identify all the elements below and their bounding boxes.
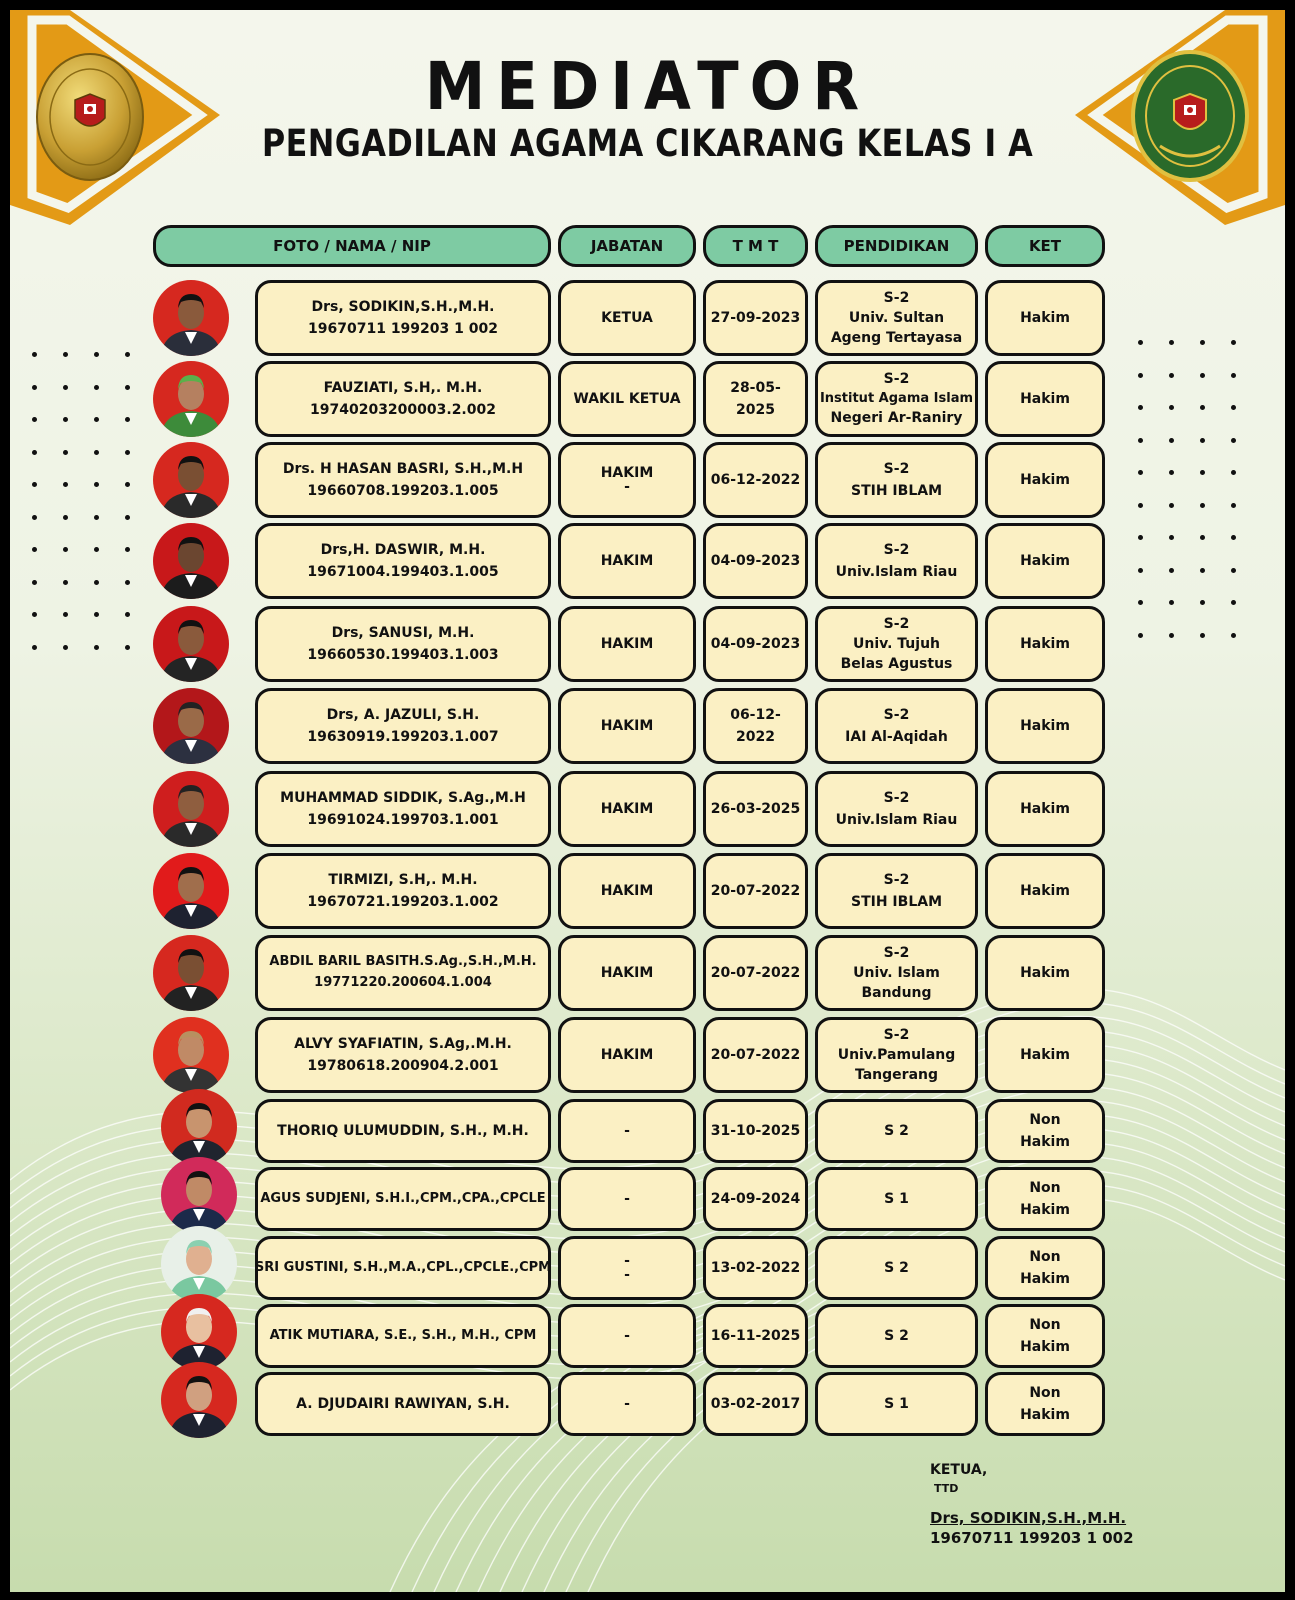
ket-line: Hakim [1020,1202,1070,1218]
pendidikan-line: S-2 [883,944,910,961]
tmt-value: 06-12- 2022 [730,706,781,745]
decorative-dot [1138,405,1143,410]
decorative-dot [125,515,130,520]
pendidikan-cell [815,606,978,682]
mediator-name-cell [255,523,551,599]
mediator-name-cell [255,688,551,764]
mediator-name-cell [255,935,551,1011]
decorative-dot [32,385,37,390]
decorative-dot [1231,503,1236,508]
mediator-name: Drs,H. DASWIR, M.H. [320,541,486,558]
ket-line: Non [1029,1316,1061,1333]
ket-cell [985,1099,1105,1163]
jabatan-value: - [624,1191,630,1207]
pendidikan-cell [815,771,978,847]
jabatan-cell [558,1017,696,1093]
decorative-dot [94,352,99,357]
decorative-dot [1138,470,1143,475]
jabatan-cell [558,523,696,599]
jabatan-value: HAKIM [600,801,654,817]
decorative-dot [1169,568,1174,573]
decorative-dot [32,515,37,520]
decorative-dot [1169,405,1174,410]
mediator-photo [153,935,229,1011]
mediator-name-cell [255,1167,551,1231]
decorative-dot [1231,633,1236,638]
pendidikan-cell [815,688,978,764]
ket-line: Non [1029,1179,1061,1196]
mediator-name-cell [255,606,551,682]
decorative-dot [1138,568,1143,573]
tmt-value: 06-12-2022 [710,471,801,488]
decorative-dot [63,580,68,585]
pendidikan-line: S-2 [883,615,910,632]
decorative-dot [32,547,37,552]
decorative-dot [1169,600,1174,605]
mediator-photo [161,1089,237,1165]
pendidikan-line: S-2 [883,289,910,306]
mediator-photo [161,1157,237,1233]
jabatan-value: HAKIM [600,636,654,652]
mediator-nip: 19671004.199403.1.005 [307,564,499,580]
ket-cell [985,1372,1105,1436]
ket-cell [985,280,1105,356]
tmt-value: 24-09-2024 [710,1190,801,1207]
tmt-value: 26-03-2025 [710,800,801,817]
column-header-ket: KET [985,225,1105,267]
decorative-dot [63,515,68,520]
decorative-dot [1200,600,1205,605]
ket-line: Hakim [1020,309,1070,326]
mediator-name-cell [255,771,551,847]
tmt-value: 13-02-2022 [710,1259,801,1276]
mediator-name: TIRMIZI, S.H,. M.H. [328,871,478,888]
ket-line: Hakim [1020,800,1070,817]
mediator-photo [153,853,229,929]
decorative-dot [1200,568,1205,573]
decorative-dot [94,645,99,650]
decorative-dot [32,645,37,650]
column-header-jabatan: JABATAN [558,225,696,267]
jabatan-value: WAKIL KETUA [573,391,681,407]
decorative-dot [32,450,37,455]
tmt-value: 20-07-2022 [710,964,801,981]
jabatan-value: - [624,1123,630,1139]
ket-cell [985,688,1105,764]
decorative-dot [1138,600,1143,605]
mediator-nip: 19630919.199203.1.007 [307,729,499,745]
ket-line: Non [1029,1248,1061,1265]
decorative-dot [94,580,99,585]
decorative-dot [1169,633,1174,638]
pendidikan-cell [815,280,978,356]
pendidikan-line: S 1 [884,1190,909,1207]
pendidikan-line: S-2 [883,871,910,888]
mediator-nip: 19780618.200904.2.001 [307,1058,499,1074]
pendidikan-line: Belas Agustus [840,656,953,673]
mediator-name: Drs, A. JAZULI, S.H. [326,706,480,723]
tmt-cell [703,606,808,682]
pendidikan-cell [815,442,978,518]
mediator-name: ABDIL BARIL BASITH.S.Ag.,S.H.,M.H. [269,954,537,970]
ket-line: Hakim [1020,964,1070,981]
mediator-photo [153,523,229,599]
decorative-dot [63,417,68,422]
decorative-dot [1169,535,1174,540]
ket-line: Hakim [1020,635,1070,652]
signature-name: Drs, SODIKIN,S.H.,M.H. [930,1509,1127,1527]
decorative-dot [32,482,37,487]
page-title: MEDIATOR [424,48,871,125]
pendidikan-cell [815,1167,978,1231]
decorative-dot [63,482,68,487]
pendidikan-line: S-2 [883,789,910,806]
pendidikan-line: S-2 [883,1026,910,1043]
jabatan-cell [558,280,696,356]
pendidikan-line: S-2 [883,706,910,723]
pendidikan-line: Negeri Ar-Raniry [830,410,963,427]
ket-cell [985,1167,1105,1231]
pendidikan-line: Tangerang [854,1067,938,1084]
jabatan-value: KETUA [601,310,653,326]
mediator-name: Drs, SANUSI, M.H. [331,624,475,641]
decorative-dot [1138,535,1143,540]
mediator-name-cell [255,1372,551,1436]
ket-line: Hakim [1020,882,1070,899]
jabatan-value: - [624,1396,630,1412]
mediator-photo [153,442,229,518]
pendidikan-line: STIH IBLAM [851,483,942,499]
decorative-dot [94,515,99,520]
mediator-photo [161,1226,237,1302]
mediator-name: ATIK MUTIARA, S.E., S.H., M.H., CPM [269,1327,537,1343]
mediator-name: SRI GUSTINI, S.H.,M.A.,CPL.,CPCLE.,CPM [254,1259,552,1275]
column-header-tmt: T M T [703,225,808,267]
ket-cell [985,361,1105,437]
tmt-cell [703,1099,808,1163]
mediator-name-cell [255,280,551,356]
tmt-cell [703,771,808,847]
mediator-name: Drs, SODIKIN,S.H.,M.H. [311,298,495,315]
ket-line: Hakim [1020,390,1070,407]
decorative-dot [1200,373,1205,378]
mediator-name-cell [255,1099,551,1163]
decorative-dot [1169,340,1174,345]
column-header-foto-nama-nip: FOTO / NAMA / NIP [153,225,551,267]
decorative-dot [1138,503,1143,508]
decorative-dot [94,612,99,617]
pendidikan-line: Bandung [861,985,932,1002]
mediator-name: Drs. H HASAN BASRI, S.H.,M.H [282,460,524,477]
mediator-name-cell [255,853,551,929]
ket-line: Hakim [1020,1271,1070,1287]
decorative-dot [1169,503,1174,508]
jabatan-value: - [624,1328,630,1344]
ket-line: Hakim [1020,552,1070,569]
decorative-dot [1138,633,1143,638]
jabatan-value: HAKIM [600,718,654,734]
signature-block [930,1462,1134,1551]
decorative-dot [94,450,99,455]
tmt-cell [703,1372,808,1436]
ket-line: Hakim [1020,1407,1070,1423]
decorative-dot [125,450,130,455]
decorative-dot [125,547,130,552]
mediator-photo [161,1362,237,1438]
tmt-cell [703,1304,808,1368]
ket-line: Hakim [1020,1339,1070,1355]
jabatan-value: HAKIM [600,883,654,899]
mediator-nip: 19660708.199203.1.005 [307,483,499,499]
decorative-dot [1231,438,1236,443]
tmt-value: 16-11-2025 [710,1327,801,1344]
mediator-nip: 19691024.199703.1.001 [307,812,499,828]
decorative-dot [1200,535,1205,540]
decorative-dot [1200,438,1205,443]
mediator-nip: 19660530.199403.1.003 [307,647,499,663]
ket-cell [985,442,1105,518]
tmt-cell [703,442,808,518]
pendidikan-line: S 2 [884,1259,909,1276]
decorative-dot [1200,503,1205,508]
mediator-name-cell [255,1236,551,1300]
tmt-cell [703,280,808,356]
pendidikan-line: Univ.Pamulang [837,1046,956,1063]
ket-line: Hakim [1020,1134,1070,1150]
ket-line: Hakim [1020,471,1070,488]
tmt-value: 20-07-2022 [710,1046,801,1063]
mediator-name-cell [255,1304,551,1368]
pendidikan-line: S-2 [883,541,910,558]
signature-role: KETUA, [930,1462,988,1478]
mediator-name: MUHAMMAD SIDDIK, S.Ag.,M.H [280,789,526,806]
pendidikan-line: Univ.Islam Riau [835,564,958,580]
mediator-photo [153,1017,229,1093]
pendidikan-line: S 2 [884,1327,909,1344]
tmt-cell [703,935,808,1011]
mediator-name: ALVY SYAFIATIN, S.Ag,.M.H. [294,1035,512,1052]
ket-line: Non [1029,1111,1061,1128]
decorative-dot [1169,438,1174,443]
decorative-dot [1231,470,1236,475]
ket-line: Non [1029,1384,1061,1401]
pendidikan-line: Univ. Tujuh [852,635,941,652]
decorative-dot [1231,373,1236,378]
jabatan-value: HAKIM [600,553,654,569]
decorative-dot [1231,600,1236,605]
ket-cell [985,853,1105,929]
jabatan-cell [558,1304,696,1368]
mediator-name: A. DJUDAIRI RAWIYAN, S.H. [296,1395,510,1412]
tmt-cell [703,1236,808,1300]
tmt-value: 28-05- 2025 [730,379,781,418]
pendidikan-cell [815,361,978,437]
tmt-value: 04-09-2023 [710,635,801,652]
jabatan-cell [558,853,696,929]
decorative-dot [32,352,37,357]
pendidikan-line: S-2 [883,371,910,388]
jabatan-cell [558,1236,696,1300]
mediator-name: AGUS SUDJENI, S.H.I.,CPM.,CPA.,CPCLE [260,1190,546,1206]
mediator-nip: 19670711 199203 1 002 [308,321,498,337]
decorative-dot [1200,405,1205,410]
pendidikan-cell [815,523,978,599]
mediator-photo [153,280,229,356]
mediator-name-cell [255,1017,551,1093]
ket-cell [985,1017,1105,1093]
pendidikan-line: S 1 [884,1395,909,1412]
mediator-name: FAUZIATI, S.H,. M.H. [323,379,483,396]
tmt-value: 03-02-2017 [710,1395,801,1412]
tmt-cell [703,1167,808,1231]
ket-cell [985,935,1105,1011]
jabatan-cell [558,361,696,437]
tmt-value: 27-09-2023 [710,309,801,326]
pendidikan-cell [815,935,978,1011]
decorative-dot [125,612,130,617]
pendidikan-line: Univ. Sultan [848,309,945,326]
decorative-dot [94,385,99,390]
decorative-dot [1231,340,1236,345]
mediator-nip: 19740203200003.2.002 [310,402,496,418]
jabatan-value: - - [624,1253,630,1283]
column-header-pendidikan: PENDIDIKAN [815,225,978,267]
pendidikan-line: Ageng Tertayasa [830,330,963,347]
decorative-dot [1169,470,1174,475]
decorative-dot [125,352,130,357]
pendidikan-cell [815,1236,978,1300]
pendidikan-line: IAI Al-Aqidah [845,729,948,745]
ket-cell [985,1236,1105,1300]
decorative-dot [63,450,68,455]
pendidikan-cell [815,853,978,929]
mediator-name-cell [255,442,551,518]
decorative-dot [1200,470,1205,475]
mediator-photo [153,361,229,437]
decorative-dot [94,547,99,552]
pendidikan-cell [815,1099,978,1163]
decorative-dot [1231,568,1236,573]
jabatan-cell [558,688,696,764]
signature-ttd: TTD [934,1482,959,1495]
pendidikan-cell [815,1017,978,1093]
jabatan-cell [558,606,696,682]
tmt-value: 20-07-2022 [710,882,801,899]
pendidikan-cell [815,1304,978,1368]
decorative-dot [32,417,37,422]
ket-line: Hakim [1020,717,1070,734]
ket-cell [985,523,1105,599]
jabatan-value: HAKIM [600,965,654,981]
decorative-dot [94,482,99,487]
decorative-dot [1231,405,1236,410]
decorative-dot [94,417,99,422]
jabatan-value: HAKIM - [600,465,654,495]
decorative-dot [125,417,130,422]
ket-cell [985,771,1105,847]
ket-line: Hakim [1020,1046,1070,1063]
decorative-dot [1138,340,1143,345]
tmt-cell [703,853,808,929]
decorative-dot [63,352,68,357]
mediator-photo [153,606,229,682]
decorative-dot [1138,438,1143,443]
decorative-dot [32,612,37,617]
decorative-dot [1200,633,1205,638]
decorative-dot [63,612,68,617]
mediator-name-cell [255,361,551,437]
mediator-nip: 19771220.200604.1.004 [314,975,492,990]
jabatan-cell [558,1372,696,1436]
decorative-dot [125,385,130,390]
decorative-dot [63,645,68,650]
pendidikan-line: S-2 [883,460,910,477]
jabatan-cell [558,935,696,1011]
decorative-dot [63,385,68,390]
decorative-dot [1200,340,1205,345]
decorative-dot [125,482,130,487]
decorative-dot [32,580,37,585]
decorative-dot [125,645,130,650]
page-subtitle: PENGADILAN AGAMA CIKARANG KELAS I A [261,122,1034,165]
decorative-dot [1231,535,1236,540]
tmt-cell [703,361,808,437]
tmt-value: 31-10-2025 [710,1122,801,1139]
mediator-name: THORIQ ULUMUDDIN, S.H., M.H. [277,1122,529,1139]
jabatan-cell [558,1099,696,1163]
jabatan-cell [558,442,696,518]
decorative-dot [63,547,68,552]
decorative-dot [125,580,130,585]
mediator-photo [153,688,229,764]
tmt-cell [703,688,808,764]
tmt-cell [703,1017,808,1093]
jabatan-cell [558,1167,696,1231]
mediator-photo [161,1294,237,1370]
pendidikan-line: S 2 [884,1122,909,1139]
mediator-photo [153,771,229,847]
ket-cell [985,1304,1105,1368]
decorative-dot [1169,373,1174,378]
tmt-cell [703,523,808,599]
mediator-nip: 19670721.199203.1.002 [307,894,499,910]
decorative-dot [1138,373,1143,378]
jabatan-cell [558,771,696,847]
signature-nip: 19670711 199203 1 002 [930,1529,1134,1547]
jabatan-value: HAKIM [600,1047,654,1063]
pendidikan-line: STIH IBLAM [851,894,942,910]
poster [10,10,1285,1592]
pendidikan-line: Institut Agama Islam [819,390,974,406]
tmt-value: 04-09-2023 [710,552,801,569]
pendidikan-line: Univ. Islam [853,964,940,981]
ket-cell [985,606,1105,682]
pendidikan-line: Univ.Islam Riau [835,812,958,828]
pendidikan-cell [815,1372,978,1436]
